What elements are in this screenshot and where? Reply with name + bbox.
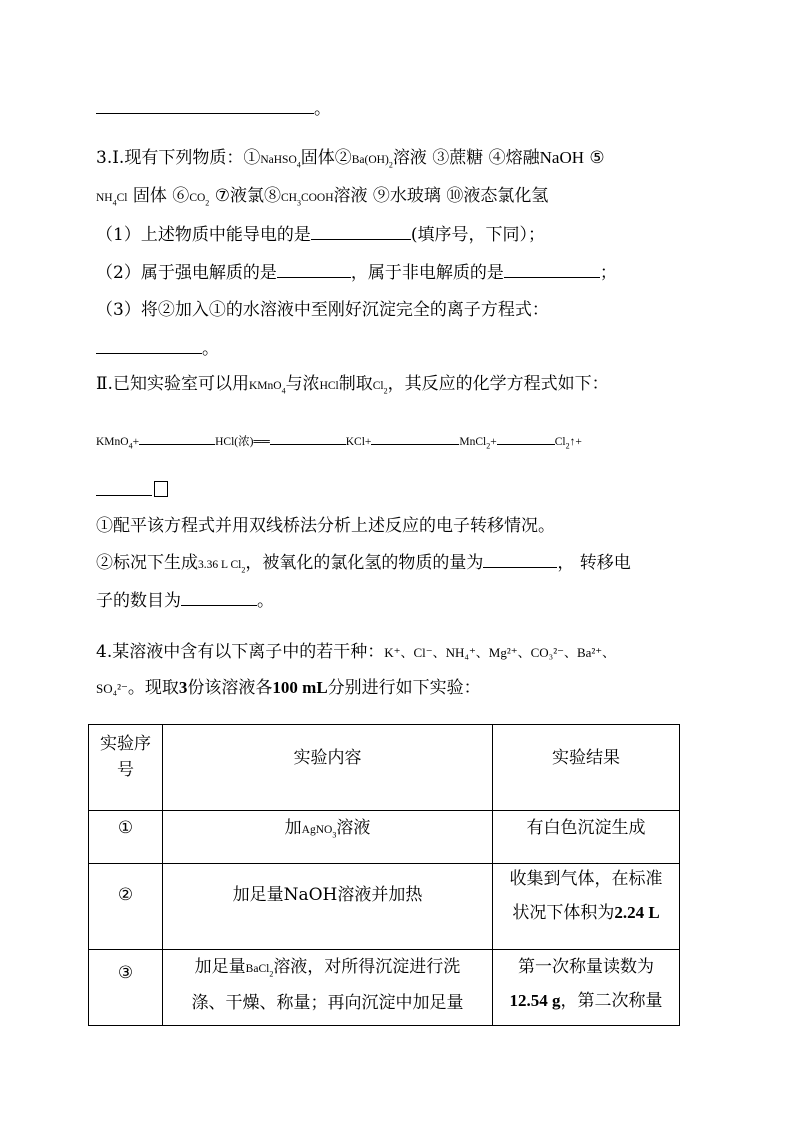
answer-blank[interactable] — [483, 550, 557, 568]
header-cell-result: 实验结果 — [493, 725, 680, 811]
q3-part2-task2: ②标况下生成3.36 L $Cl_2$，被氧化的氯化氢的物质的量为 ， 转移电 — [96, 550, 631, 577]
q3-sub3: （3）将②加入①的水溶液中至刚好沉淀完全的离子方程式： — [96, 300, 549, 320]
cell-result: 有白色沉淀生成 — [493, 811, 680, 864]
answer-blank[interactable] — [181, 588, 257, 606]
header-cell-content: 实验内容 — [163, 725, 493, 811]
q4-intro-cont: SO₄²⁻。现取3份该溶液各100 mL分别进行如下实验： — [96, 678, 481, 698]
answer-blank[interactable] — [504, 260, 600, 278]
cell-number: ② — [89, 864, 163, 950]
answer-blank[interactable] — [277, 260, 351, 278]
coefficient-blank[interactable] — [139, 431, 215, 445]
q3-sub2: （2）属于强电解质的是 ，属于非电解质的是 ； — [96, 260, 617, 285]
table-header-row — [89, 725, 680, 811]
experiment-table — [88, 724, 680, 1026]
q3-sub1: （1）上述物质中能导电的是 (填序号，下同）； — [96, 222, 545, 247]
q3-intro: 3.Ⅰ.现有下列物质：①NaHSO$_4$固体$②Ba(OH)_2$溶液 ③蔗糖 ④熔融NaOH ⑤ — [96, 148, 605, 170]
q4-intro: 4.某溶液中含有以下离子中的若干种：K⁺、Cl⁻、NH₄⁺、Mg²⁺、CO₃²⁻、Ba²⁺、 — [96, 642, 616, 662]
answer-blank[interactable] — [311, 222, 411, 240]
table-row — [89, 950, 680, 1026]
cell-content: 加AgNO$_3$溶液 — [163, 811, 493, 864]
q3-part2-task1: ①配平该方程式并用双线桥法分析上述反应的电子转移情况。 — [96, 516, 555, 536]
coefficient-blank[interactable] — [371, 431, 459, 445]
answer-blank[interactable] — [96, 336, 202, 354]
answer-blank[interactable] — [96, 96, 314, 114]
cell-content: 加足量NaOH溶液并加热 — [163, 864, 493, 950]
previous-answer-line: 。 — [96, 96, 331, 121]
cell-number: ③ — [89, 950, 163, 1026]
q3-substances-cont: $NH_4Cl$ 固体 $⑥CO_2$ ⑦液氯$⑧CH_3COOH$溶液 ⑨水玻璃 ⑩液态氯化氢 — [96, 186, 549, 208]
table-row — [89, 864, 680, 950]
cell-result: 第一次称量读数为 12.54 g，第二次称量 — [493, 950, 680, 1026]
cell-result: 收集到气体，在标准 状况下体积为2.24 L — [493, 864, 680, 950]
q3-part2-task2-cont: 子的数目为 。 — [96, 588, 274, 613]
q3-part2-intro: Ⅱ.已知实验室可以用KMnO$_4$与浓HCl制取$Cl_2$，其反应的化学方程式如下： — [96, 374, 609, 396]
coefficient-blank[interactable] — [270, 431, 346, 445]
chemical-equation: KMnO$_4$+ HCl(浓)══ KCl+ MnCl$_2$+ $Cl_2↑+$ — [96, 430, 582, 454]
header-cell-number: 实验序 号 — [89, 725, 163, 811]
table-row — [89, 811, 680, 864]
coefficient-blank[interactable] — [497, 431, 555, 445]
equation-cont — [96, 478, 168, 503]
cell-number: ① — [89, 811, 163, 864]
blank-box-icon[interactable] — [154, 481, 168, 497]
coefficient-blank[interactable] — [96, 478, 152, 496]
cell-content: 加足量BaCl$_2$溶液，对所得沉淀进行洗 涤、干燥、称量；再向沉淀中加足量 — [163, 950, 493, 1026]
q3-sub3-answer: 。 — [96, 336, 219, 361]
